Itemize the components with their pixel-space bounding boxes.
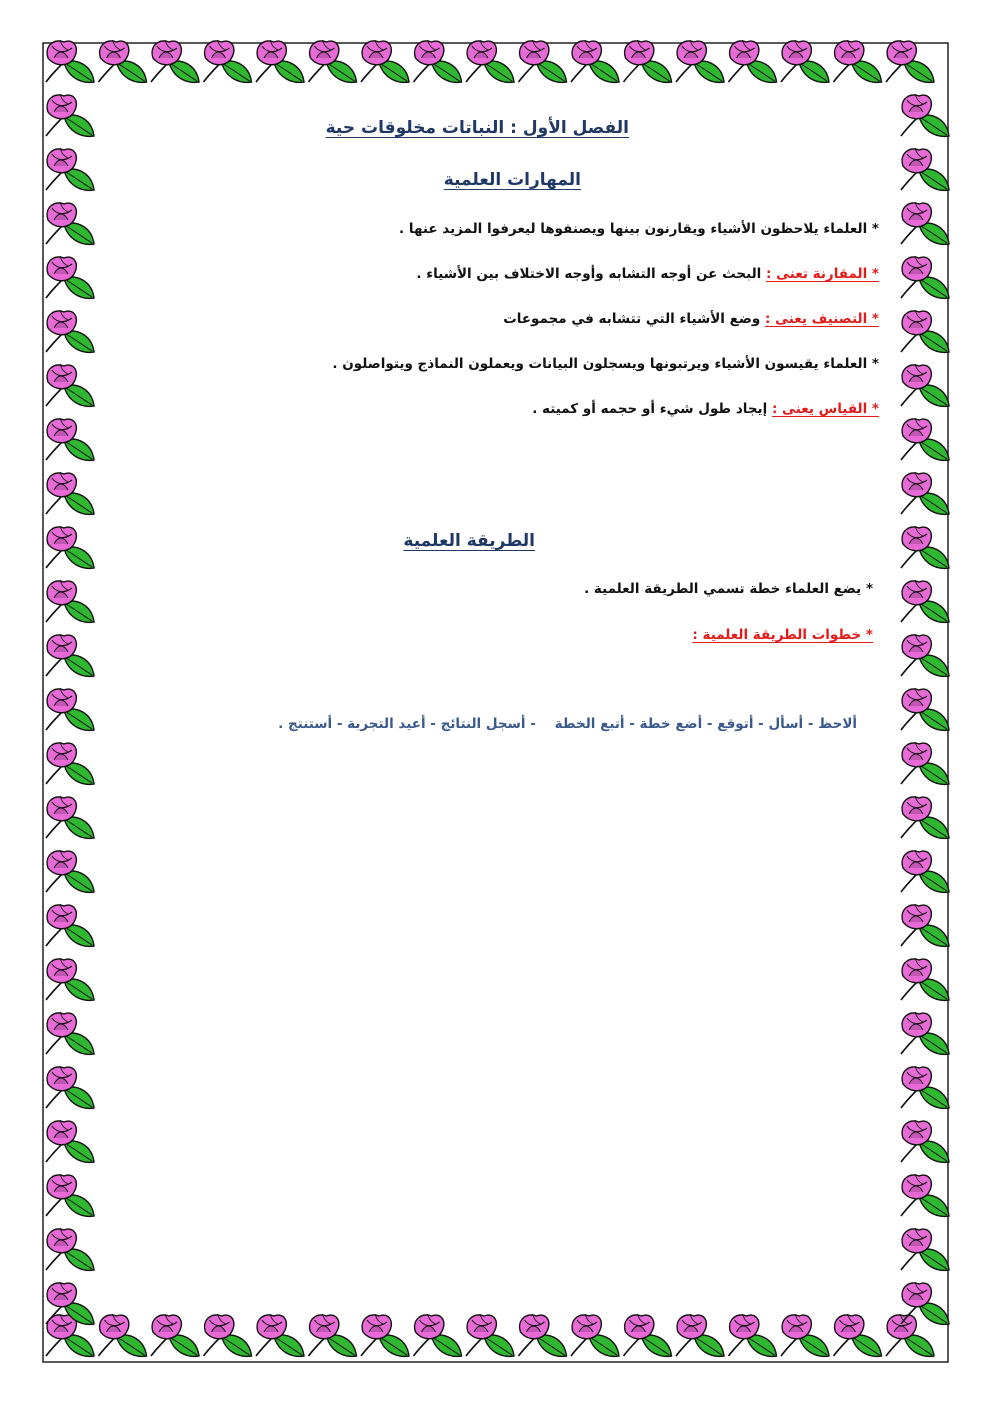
- paragraph-measure-record: * العلماء يقيسون الأشياء ويرتبونها ويسجلون البيانات ويعملون النماذج ويتواصلون .: [332, 356, 879, 372]
- section-heading-scientific-skills: المهارات العلمية: [443, 170, 581, 190]
- term-measurement: * القياس يعنى :: [771, 401, 879, 417]
- heading-method-steps: * خطوات الطريقة العلمية :: [692, 627, 873, 643]
- def-comparison: البحث عن أوجه التشابه وأوجه الاختلاف بين الأشياء .: [416, 266, 762, 282]
- paragraph-scientific-method: * يضع العلماء خطة تسمي الطريقة العلمية .: [584, 581, 873, 597]
- definition-comparison: [416, 266, 879, 282]
- definition-measurement: [532, 401, 879, 417]
- definition-classification: [503, 311, 879, 327]
- paragraph-observe-compare: * العلماء يلاحظون الأشياء ويقارنون بينها ويصنفوها ليعرفوا المزيد عنها .: [399, 221, 879, 237]
- chapter-title: الفصل الأول : النباتات مخلوقات حية: [325, 118, 629, 138]
- term-comparison: * المقارنة تعنى :: [766, 266, 879, 282]
- method-steps-list: ألاحظ - أسأل - أتوقع - أضع خطة - أتبع الخطة - أسجل النتائج - أعيد التجربة - أستنتج .: [278, 716, 857, 732]
- term-classification: * التصنيف يعنى :: [764, 311, 879, 327]
- def-classification: وضع الأشياء التي تتشابه في مجموعات: [503, 311, 761, 327]
- section-heading-scientific-method: الطريقة العلمية: [403, 531, 535, 551]
- def-measurement: إيجاد طول شيء أو حجمه أو كميته .: [532, 401, 768, 417]
